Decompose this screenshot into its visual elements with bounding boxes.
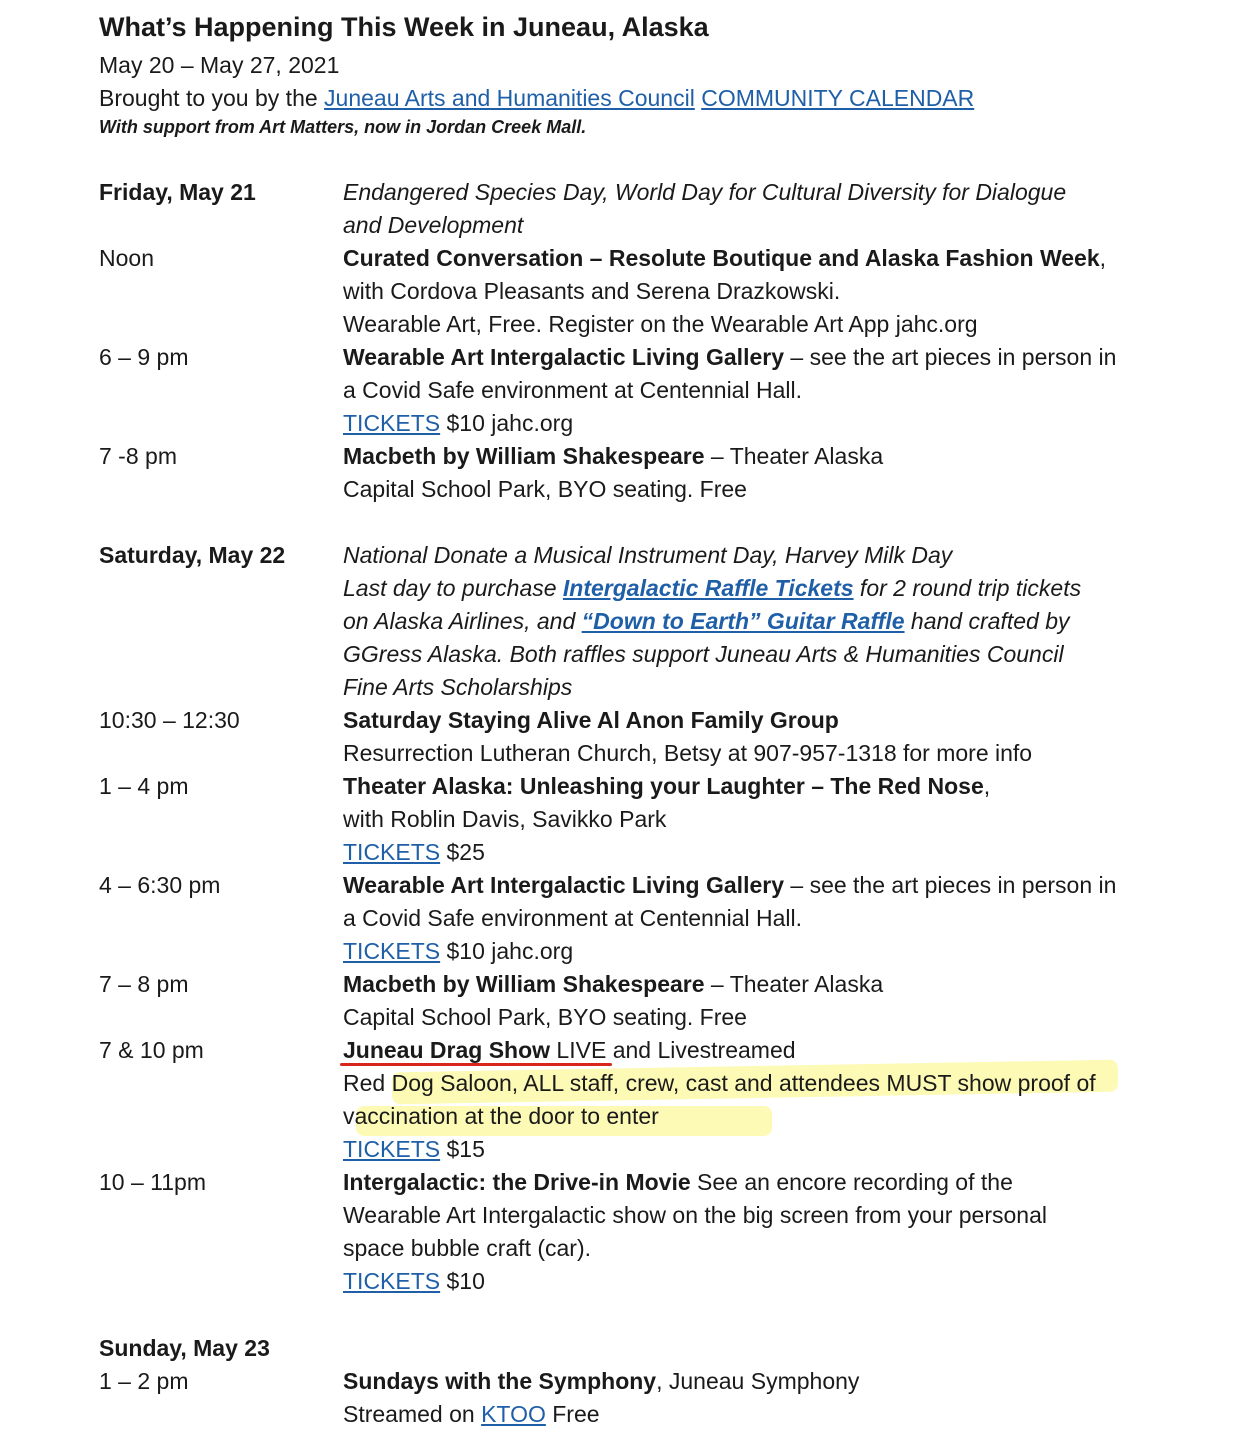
event-detail: Streamed on bbox=[343, 1401, 482, 1427]
ticket-price: $25 bbox=[440, 839, 485, 865]
event-detail: Capital School Park, BYO seating. Free bbox=[343, 1004, 747, 1030]
red-underline-mark bbox=[340, 1063, 612, 1066]
event-saturday-red-nose bbox=[343, 770, 1203, 869]
event-time: 7 -8 pm bbox=[99, 443, 177, 469]
event-title-suffix: – Theater Alaska bbox=[704, 443, 884, 469]
tickets-link[interactable]: TICKETS bbox=[343, 1268, 441, 1294]
ticket-price: $10 bbox=[440, 1268, 485, 1294]
event-detail: with Roblin Davis, Savikko Park bbox=[343, 806, 667, 832]
event-title: Saturday Staying Alive Al Anon Family Group bbox=[343, 707, 839, 733]
event-title-suffix: – see the art pieces in person in bbox=[784, 344, 1117, 370]
tickets-link[interactable]: TICKETS bbox=[343, 938, 441, 964]
page-title: What’s Happening This Week in Juneau, Alaska bbox=[99, 12, 709, 42]
event-title: Macbeth by William Shakespeare bbox=[343, 971, 705, 997]
event-title-suffix: – Theater Alaska bbox=[704, 971, 884, 997]
community-calendar-link[interactable]: COMMUNITY CALENDAR bbox=[701, 85, 975, 111]
event-sunday-symphony bbox=[343, 1365, 1203, 1431]
observance-text: Last day to purchase bbox=[343, 575, 563, 601]
event-time: 7 & 10 pm bbox=[99, 1037, 204, 1063]
event-saturday-al-anon bbox=[343, 704, 1203, 770]
observance-line: and Development bbox=[343, 212, 524, 238]
brought-by-line bbox=[99, 85, 974, 112]
tickets-link[interactable]: TICKETS bbox=[343, 839, 441, 865]
event-time: 7 – 8 pm bbox=[99, 971, 189, 997]
event-saturday-macbeth bbox=[343, 968, 1203, 1034]
observance-text: on Alaska Airlines, and bbox=[343, 608, 582, 634]
ticket-price: $10 jahc.org bbox=[440, 938, 574, 964]
observance-line: Endangered Species Day, World Day for Cultural Diversity for Dialogue bbox=[343, 179, 1067, 205]
event-detail: vaccination at the door to enter bbox=[343, 1103, 659, 1129]
day-heading-sunday: Sunday, May 23 bbox=[99, 1335, 270, 1361]
event-detail: a Covid Safe environment at Centennial Hall. bbox=[343, 377, 802, 403]
day-heading-friday: Friday, May 21 bbox=[99, 179, 256, 205]
jahc-link[interactable]: Juneau Arts and Humanities Council bbox=[324, 85, 695, 111]
event-time: 10:30 – 12:30 bbox=[99, 707, 240, 733]
observance-text: hand crafted by bbox=[904, 608, 1070, 634]
event-title: Sundays with the Symphony bbox=[343, 1368, 657, 1394]
event-time: 6 – 9 pm bbox=[99, 344, 189, 370]
observance-line: National Donate a Musical Instrument Day, Harvey Milk Day bbox=[343, 542, 953, 568]
event-title-suffix: – see the art pieces in person in bbox=[784, 872, 1117, 898]
event-detail: Red Dog Saloon, ALL staff, crew, cast and attendees MUST show proof of bbox=[343, 1070, 1096, 1096]
observance-line: GGress Alaska. Both raffles support Juneau Arts & Humanities Council bbox=[343, 641, 1064, 667]
event-detail: space bubble craft (car). bbox=[343, 1235, 592, 1261]
saturday-observances bbox=[343, 539, 1203, 704]
event-time: 1 – 2 pm bbox=[99, 1368, 189, 1394]
event-title-suffix: , Juneau Symphony bbox=[656, 1368, 860, 1394]
ticket-price: $15 bbox=[440, 1136, 485, 1162]
event-time: Noon bbox=[99, 245, 154, 271]
event-detail: Wearable Art Intergalactic show on the big screen from your personal bbox=[343, 1202, 1047, 1228]
tickets-link[interactable]: TICKETS bbox=[343, 410, 441, 436]
guitar-raffle-link[interactable]: “Down to Earth” Guitar Raffle bbox=[581, 608, 905, 634]
date-range: May 20 – May 27, 2021 bbox=[99, 52, 340, 78]
event-friday-wearable-art bbox=[343, 341, 1203, 440]
ticket-price: $10 jahc.org bbox=[440, 410, 574, 436]
day-heading-saturday: Saturday, May 22 bbox=[99, 542, 286, 568]
event-title-suffix: See an encore recording of the bbox=[690, 1169, 1013, 1195]
raffle-tickets-link[interactable]: Intergalactic Raffle Tickets bbox=[562, 575, 854, 601]
observance-text: for 2 round trip tickets bbox=[853, 575, 1082, 601]
event-time: 1 – 4 pm bbox=[99, 773, 189, 799]
event-title-suffix: , bbox=[1099, 245, 1106, 271]
event-saturday-drive-in bbox=[343, 1166, 1203, 1298]
event-detail: Free bbox=[545, 1401, 600, 1427]
event-title: Wearable Art Intergalactic Living Gallery bbox=[343, 344, 784, 370]
event-title-suffix: , bbox=[983, 773, 991, 799]
tickets-link[interactable]: TICKETS bbox=[343, 1136, 441, 1162]
friday-observances bbox=[343, 176, 1203, 242]
event-detail: Resurrection Lutheran Church, Betsy at 907-957-1318 for more info bbox=[343, 740, 1033, 766]
event-title-suffix: LIVE and Livestreamed bbox=[550, 1037, 796, 1063]
event-title: Intergalactic: the Drive-in Movie bbox=[343, 1169, 691, 1195]
event-title: Curated Conversation – Resolute Boutique and Alaska Fashion Week bbox=[343, 245, 1100, 271]
brought-prefix: Brought to you by the bbox=[99, 85, 318, 111]
ktoo-link[interactable]: KTOO bbox=[481, 1401, 546, 1427]
event-time: 4 – 6:30 pm bbox=[99, 872, 221, 898]
event-title: Macbeth by William Shakespeare bbox=[343, 443, 705, 469]
observance-line: Fine Arts Scholarships bbox=[343, 674, 573, 700]
event-saturday-drag-show bbox=[343, 1034, 1203, 1166]
event-title: Wearable Art Intergalactic Living Gallery bbox=[343, 872, 784, 898]
support-line: With support from Art Matters, now in Jordan Creek Mall. bbox=[99, 117, 587, 137]
event-saturday-wearable-art bbox=[343, 869, 1203, 968]
event-detail: Wearable Art, Free. Register on the Wearable Art App jahc.org bbox=[343, 311, 978, 337]
event-friday-macbeth bbox=[343, 440, 1203, 506]
event-title: Theater Alaska: Unleashing your Laughter – The Red Nose bbox=[343, 773, 984, 799]
event-detail: with Cordova Pleasants and Serena Drazkowski. bbox=[343, 278, 841, 304]
event-detail: Capital School Park, BYO seating. Free bbox=[343, 476, 747, 502]
event-title: Juneau Drag Show bbox=[343, 1037, 551, 1063]
event-detail: a Covid Safe environment at Centennial Hall. bbox=[343, 905, 802, 931]
event-friday-curated-conversation bbox=[343, 242, 1203, 341]
event-time: 10 – 11pm bbox=[99, 1169, 206, 1195]
